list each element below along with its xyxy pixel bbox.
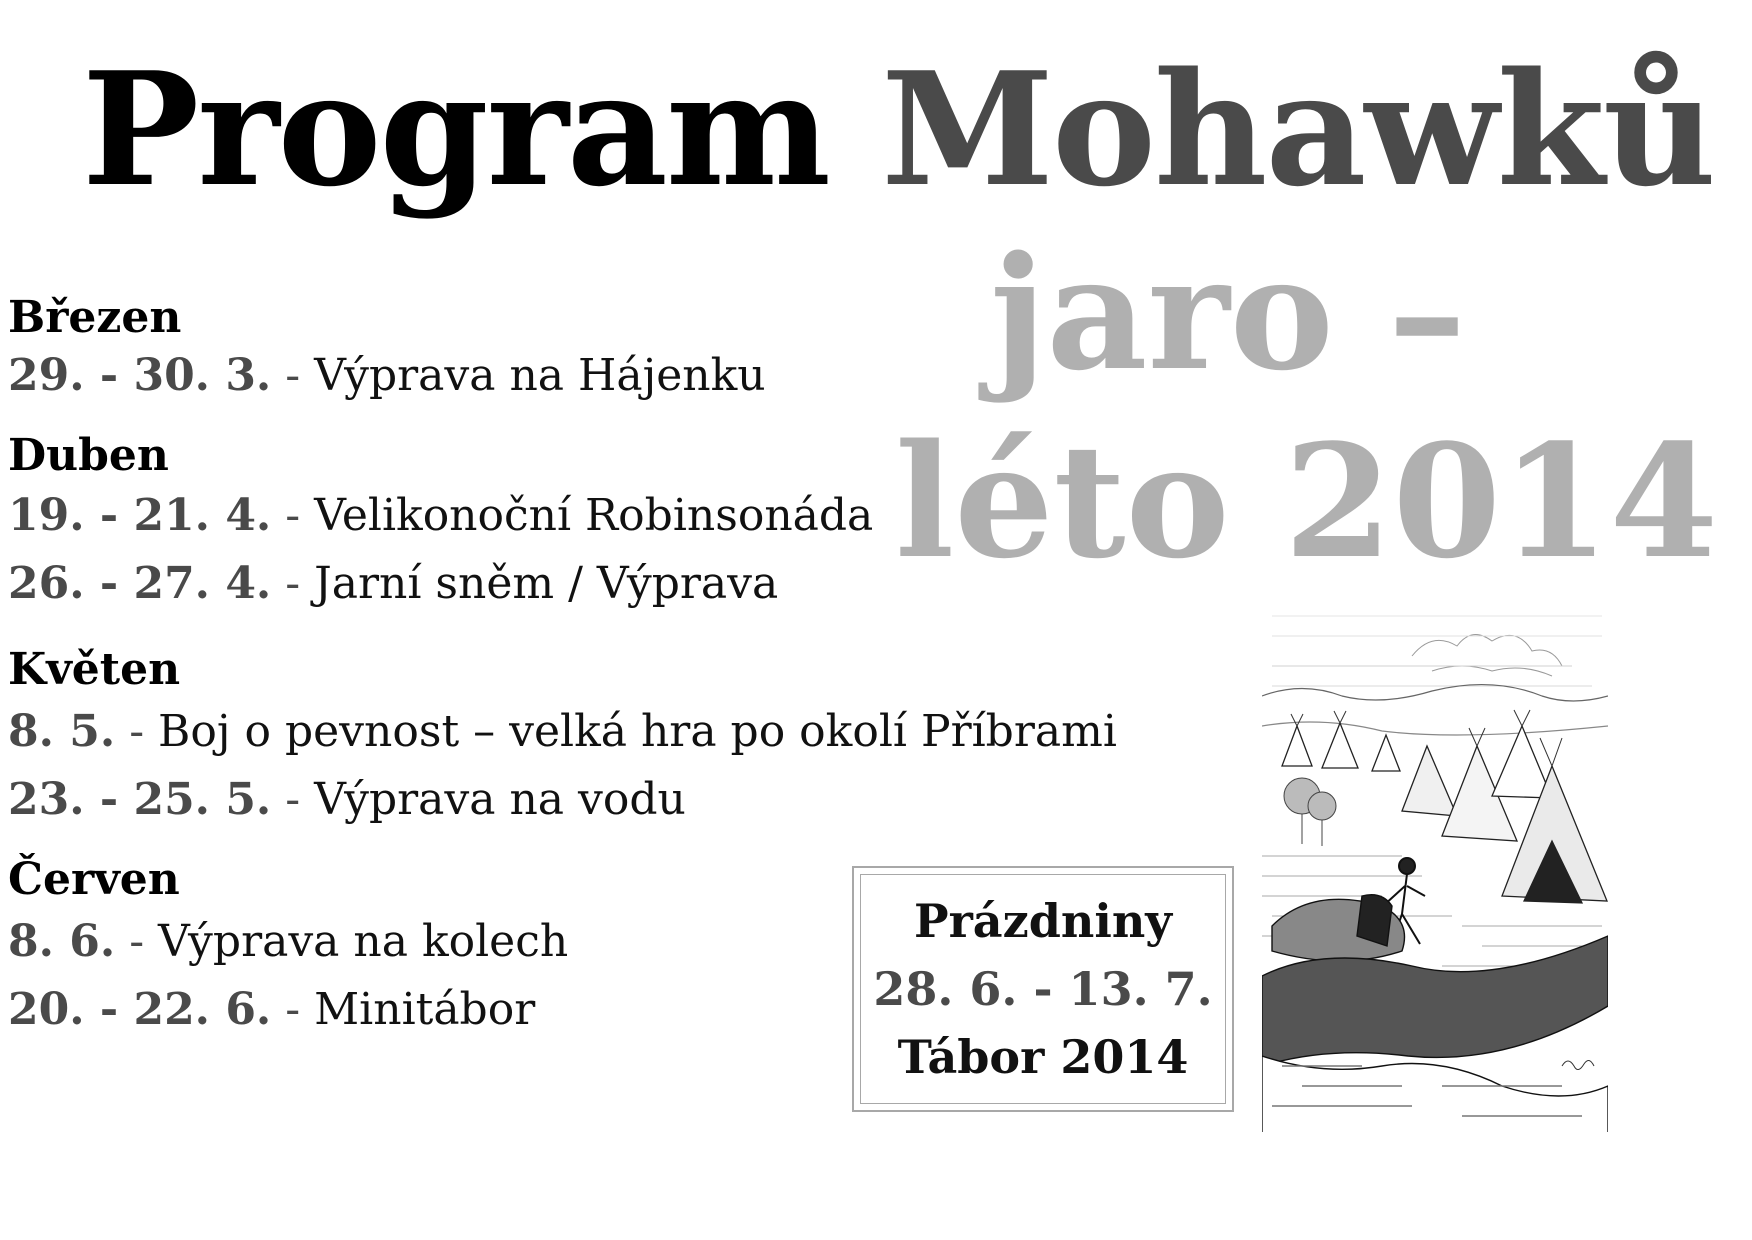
event-description: Výprava na Hájenku <box>314 350 766 401</box>
event-description: Minitábor <box>314 984 536 1035</box>
hills <box>1262 685 1608 735</box>
event-separator: - <box>129 706 159 757</box>
subtitle-season-line2: léto 2014 <box>895 410 1719 593</box>
event-date: 29. - 30. 3. <box>8 350 272 401</box>
event-separator: - <box>285 558 315 609</box>
page-title <box>82 38 1715 221</box>
event-date: 23. - 25. 5. <box>8 774 272 825</box>
month-heading-kveten: Květen <box>8 644 181 695</box>
event-date: 8. 6. <box>8 916 116 967</box>
event-date: 8. 5. <box>8 706 116 757</box>
event-description: Výprava na kolech <box>158 916 569 967</box>
event-separator: - <box>285 350 315 401</box>
subtitle-season-line1: jaro – <box>990 222 1467 405</box>
riverbank <box>1262 936 1608 1132</box>
sky-clouds <box>1272 616 1602 686</box>
event-description: Jarní sněm / Výprava <box>314 558 779 609</box>
schedule-item <box>8 490 1108 542</box>
artist-signature <box>1562 1060 1594 1069</box>
event-date: 19. - 21. 4. <box>8 490 272 541</box>
event-description: Boj o pevnost – velká hra po okolí Příbrami <box>158 706 1117 757</box>
title-word-program: Program <box>82 38 829 221</box>
indian-camp-illustration <box>1262 596 1608 1132</box>
schedule-item <box>8 706 1117 758</box>
event-separator: - <box>285 774 315 825</box>
month-heading-brezen: Březen <box>8 292 182 343</box>
event-separator: - <box>285 490 315 541</box>
title-word-mohawku: Mohawků <box>881 38 1715 221</box>
holiday-box <box>852 866 1234 1112</box>
schedule-item <box>8 558 1108 610</box>
event-separator: - <box>129 916 159 967</box>
month-heading-duben: Duben <box>8 430 169 481</box>
event-date: 20. - 22. 6. <box>8 984 272 1035</box>
event-separator: - <box>285 984 315 1035</box>
holiday-dates: 28. 6. - 13. 7. <box>873 962 1213 1016</box>
month-heading-cerven: Červen <box>8 854 180 905</box>
holiday-heading: Prázdniny <box>913 894 1172 948</box>
schedule-item <box>8 350 1108 402</box>
trees <box>1284 778 1336 846</box>
event-description: Velikonoční Robinsonáda <box>314 490 874 541</box>
event-description: Výprava na vodu <box>314 774 686 825</box>
holiday-box-inner <box>860 874 1226 1104</box>
schedule-item <box>8 774 1108 826</box>
event-date: 26. - 27. 4. <box>8 558 272 609</box>
holiday-event: Tábor 2014 <box>897 1030 1189 1084</box>
rock-hide <box>1272 895 1405 961</box>
